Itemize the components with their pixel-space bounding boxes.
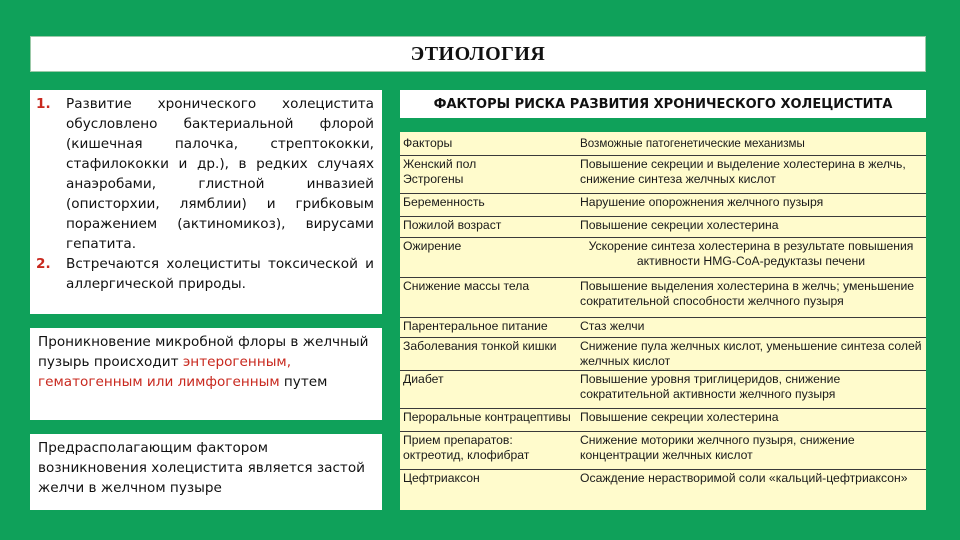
mechanism-cell: Повышение секреции и выделение холестерина в желчь, снижение синтеза желчных кислот xyxy=(580,157,906,186)
table-row xyxy=(400,156,926,194)
table-row xyxy=(400,278,926,318)
penetration-text: Проникновение микробной флоры в желчный пузырь происходит xyxy=(38,334,369,370)
mechanism-cell: Снижение пула желчных кислот, уменьшение синтеза солей желчных кислот xyxy=(580,339,922,368)
cause-text: Развитие хронического холецистита обусловлено бактериальной флорой (кишечная палочка, стрептококки, стафилококки и др.), в редких случаях анаэробами, глистной инвазией (описторхии, лямблии) и грибковым поражением (актиномикоз), вирусами гепатита. xyxy=(66,96,374,252)
penetration-text-end: путем xyxy=(279,374,328,390)
mechanism-cell: Осаждение нерастворимой соли «кальций-цефтриаксон» xyxy=(580,471,908,485)
predisposing-text: Предрасполагающим фактором возникновения холецистита является застой желчи в желчном пузыре xyxy=(38,440,366,496)
factor-name: Пожилой возраст xyxy=(403,218,502,232)
factor-name: Заболевания тонкой кишки xyxy=(403,339,557,353)
table-row xyxy=(400,194,926,217)
penetration-panel xyxy=(30,328,382,420)
mechanism-cell: Снижение моторики желчного пузыря, снижение концентрации желчных кислот xyxy=(580,433,855,462)
factor-cell xyxy=(400,156,578,193)
table-header-row xyxy=(400,132,926,156)
title-banner xyxy=(30,36,926,72)
causes-list xyxy=(36,94,374,294)
factor-name-extra: Эстрогены xyxy=(403,172,464,186)
factor-name: Ожирение xyxy=(403,239,462,253)
table-row xyxy=(400,371,926,409)
risk-factors-table xyxy=(400,132,926,510)
penetration-routes: энтерогенным, гематогенным или лимфогенным xyxy=(38,354,292,390)
table-row xyxy=(400,432,926,470)
factor-name: Беременность xyxy=(403,195,485,209)
mechanism-cell: Повышение уровня триглицеридов, снижение сократительной активности желчного пузыря xyxy=(580,372,841,401)
table-row xyxy=(400,409,926,432)
factor-name: Снижение массы тела xyxy=(403,279,530,293)
factor-name: Парентеральное питание xyxy=(403,319,548,333)
factor-cell xyxy=(400,238,578,277)
risk-title-banner xyxy=(400,90,926,118)
factor-cell xyxy=(400,318,578,337)
factor-name: Прием препаратов: xyxy=(403,433,513,447)
header-factors: Факторы xyxy=(403,136,453,150)
factor-name: Цефтриаксон xyxy=(403,471,480,485)
factor-cell xyxy=(400,278,578,317)
cause-text: Встречаются холециститы токсической и аллергической природы. xyxy=(66,256,374,292)
factor-cell xyxy=(400,194,578,216)
cause-item xyxy=(36,94,374,254)
factor-cell xyxy=(400,371,578,408)
cause-number: 2. xyxy=(36,256,51,272)
cause-number: 1. xyxy=(36,96,51,112)
mechanism-cell: Повышение секреции холестерина xyxy=(580,218,779,232)
mechanism-cell: Нарушение опорожнения желчного пузыря xyxy=(580,195,824,209)
predisposing-panel xyxy=(30,434,382,510)
factor-cell xyxy=(400,432,578,469)
factor-cell xyxy=(400,217,578,237)
factor-cell xyxy=(400,409,578,431)
causes-panel xyxy=(30,90,382,314)
table-row xyxy=(400,217,926,238)
header-mechanisms: Возможные патогенетические механизмы xyxy=(580,137,805,150)
factor-name-extra: октреотид, клофибрат xyxy=(403,448,530,462)
factor-name: Женский пол xyxy=(403,157,477,171)
mechanism-cell: Повышение выделения холестерина в желчь; уменьшение сократительной способности желчного пузыря xyxy=(580,279,915,308)
mechanism-cell: Ускорение синтеза холестерина в результате повышения активности HMG-CoA-редуктазы печени xyxy=(588,239,914,268)
factor-cell xyxy=(400,338,578,370)
table-row xyxy=(400,238,926,278)
page-title: ЭТИОЛОГИЯ xyxy=(410,42,546,65)
mechanism-cell: Повышение секреции холестерина xyxy=(580,410,779,424)
table-row xyxy=(400,318,926,338)
risk-title: ФАКТОРЫ РИСКА РАЗВИТИЯ ХРОНИЧЕСКОГО ХОЛЕЦИСТИТА xyxy=(433,96,893,112)
factor-name: Пероральные контрацептивы xyxy=(403,410,571,424)
cause-item xyxy=(36,254,374,294)
mechanism-cell: Стаз желчи xyxy=(580,319,645,333)
table-row xyxy=(400,338,926,371)
factor-name: Диабет xyxy=(403,372,444,386)
table-row xyxy=(400,470,926,492)
factor-cell xyxy=(400,470,578,492)
